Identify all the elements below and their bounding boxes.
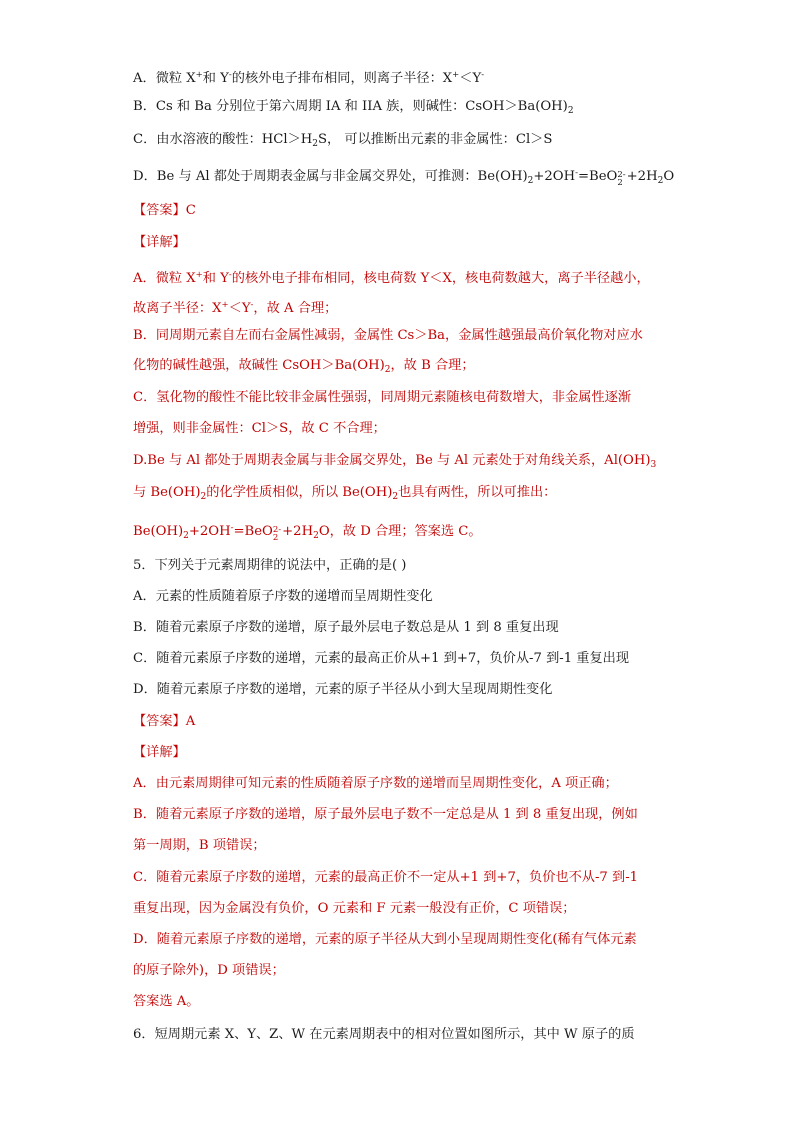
q5-option-a: A．元素的性质随着原子序数的递增而呈周期性变化: [133, 589, 433, 604]
q5-exp-d-line2: 的原子除外)，D 项错误；: [133, 963, 285, 978]
q5-exp-b-line2: 第一周期，B 项错误；: [133, 838, 266, 853]
q4-exp-d-line3: $Be(OH)_2+2OH^-=BeO$ 2- 2 $+2H_2O$，故 D 合理；答案选 C。: [133, 523, 482, 543]
q4-exp-b-line1: B．同周期元素自左而右金属性减弱，金属性 Cs＞Ba，金属性越强最高价氧化物对应水: [133, 328, 643, 343]
q5-answer: 【答案】A: [133, 714, 196, 729]
q5-option-d: D．随着元素原子序数的递增，元素的原子半径从小到大呈现周期性变化: [133, 682, 553, 697]
q5-option-b: B．随着元素原子序数的递增，原子最外层电子数总是从 1 到 8 重复出现: [133, 620, 559, 635]
q6-stem: 6．短周期元素 X、Y、Z、W 在元素周期表中的相对位置如图所示，其中 W 原子的质: [133, 1027, 635, 1042]
q5-exp-a: A．由元素周期律可知元素的性质随着原子序数的递增而呈周期性变化，A 项正确；: [133, 776, 618, 791]
q5-final-answer: 答案选 A。: [133, 994, 200, 1009]
q5-exp-d-line1: D．随着元素原子序数的递增，元素的原子半径从大到小呈现周期性变化(稀有气体元素: [133, 932, 637, 947]
q4-option-b: B．Cs 和 Ba 分别位于第六周期 IA 和 IIA 族，则碱性：$CsOH>Ba(OH)_2$: [133, 99, 574, 116]
q4-option-c: C．由水溶液的酸性：$HCl>H_2S$， 可以推断出元素的非金属性：Cl＞S: [133, 132, 553, 149]
charge-stack: 2- 2: [617, 170, 626, 188]
q4-exp-d-line2: 与 $Be(OH)_2$的化学性质相似，所以 $Be(OH)_2$也具有两性，所以可推出：: [133, 485, 557, 502]
q4-exp-a-line1: A．微粒 X+和 Y-的核外电子排布相同，核电荷数 Y＜X，核电荷数越大，离子半径越小，: [133, 270, 650, 286]
q4-answer: 【答案】C: [133, 203, 196, 218]
q4-exp-d-line1: D.Be 与 Al 都处于周期表金属与非金属交界处，Be 与 Al 元素处于对角线关系，$Al(OH)_3$: [133, 453, 657, 470]
q5-exp-b-line1: B．随着元素原子序数的递增，原子最外层电子数不一定总是从 1 到 8 重复出现，例如: [133, 807, 638, 822]
q4-detail-label: 【详解】: [133, 235, 186, 250]
q5-exp-c-line1: C．随着元素原子序数的递增，元素的最高正价不一定从+1 到+7，负价也不从-7 到-1: [133, 870, 639, 885]
q4-exp-a-line2: 故离子半径：X+＜Y-，故 A 合理；: [133, 300, 338, 316]
q5-detail-label: 【详解】: [133, 745, 186, 760]
q4-exp-b-line2: 化物的碱性越强，故碱性 $CsOH>Ba(OH)_2$，故 B 合理；: [133, 358, 475, 375]
q5-option-c: C．随着元素原子序数的递增，元素的最高正价从+1 到+7，负价从-7 到-1 重复出现: [133, 651, 630, 666]
q4-option-d: D．Be 与 Al 都处于周期表金属与非金属交界处，可推测：$Be(OH)_2+2OH^-=BeO$ 2- 2 $+2H_2O$: [133, 168, 675, 188]
q5-exp-c-line2: 重复出现，因为金属没有负价，O 元素和 F 元素一般没有正价，C 项错误；: [133, 901, 576, 916]
q4-exp-c-line2: 增强，则非金属性：Cl＞S，故 C 不合理；: [133, 421, 386, 436]
charge-stack: 2- 2: [272, 525, 282, 543]
q4-option-a: A．微粒 X+和 Y-的核外电子排布相同，则离子半径：X+＜Y-: [133, 70, 485, 86]
q5-stem: 5．下列关于元素周期律的说法中，正确的是( ): [133, 558, 407, 573]
q4-exp-c-line1: C．氢化物的酸性不能比较非金属性强弱，同周期元素随核电荷数增大，非金属性逐渐: [133, 390, 632, 405]
